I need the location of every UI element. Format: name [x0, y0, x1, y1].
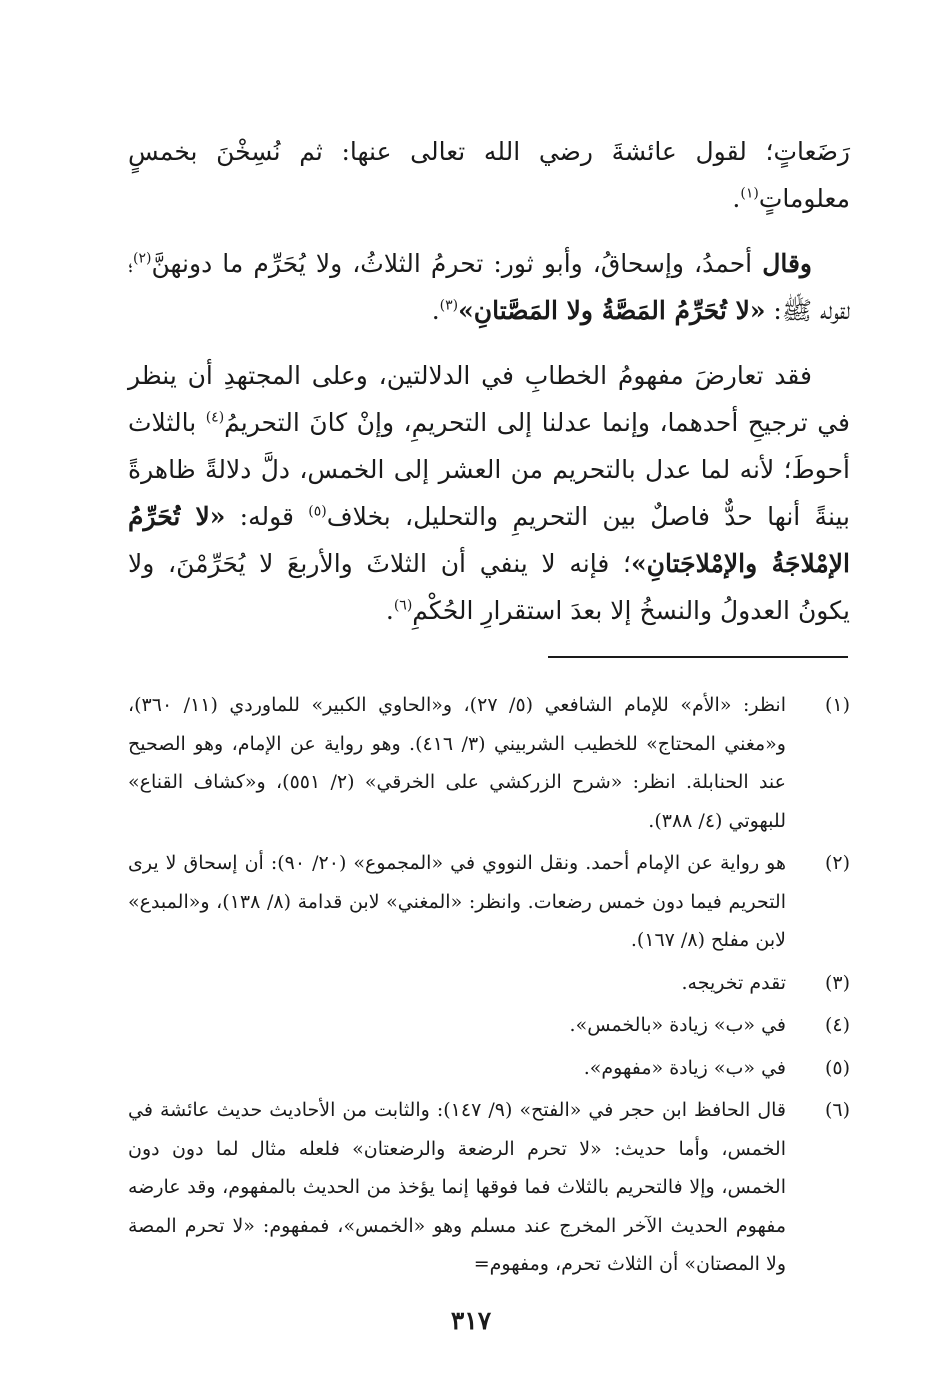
- footnote-text: تقدم تخريجه.: [681, 971, 786, 994]
- footnote-1: [128, 686, 850, 840]
- footnote-ref-6: (٦): [393, 597, 413, 614]
- footnote-divider: [548, 656, 848, 658]
- main-text: [128, 128, 850, 652]
- footnote-number: (٣): [824, 971, 850, 994]
- paragraph-2: [128, 240, 850, 334]
- page-number: ٣١٧: [450, 1306, 492, 1335]
- footnote-ref-1: (١): [740, 185, 759, 202]
- footnote-text: قال الحافظ ابن حجر في «الفتح» (٩/ ١٤٧): والثابت من الأحاديث حديث عائشة في الخمس، وأما حديث: «لا تحرم الرضعة والرضعتان» فلعله مثال لما دون دون الخمس، وإلا فالتحريم بالثلاث فما فوقها إنما يؤخذ من الحديث بالمفهوم، وقد عارضه مفهوم الحديث الآخر المخرج عند مسلم وهو «الخمس»، فمفهوم: «لا تحرم المصة ولا المصتان» أن الثلاث تحرم، ومفهوم=: [128, 1099, 786, 1275]
- paragraph-3-text-1: فقد تعارضَ مفهومُ الخطابِ في الدلالتين، وعلى المجتهدِ أن ينظر في ترجيحِ أحدهما، وإنما عدلنا إلى التحريمِ، وإنْ كانَ التحريمُ: [128, 361, 850, 437]
- footnote-2: [128, 844, 850, 960]
- footnote-number: (٤): [824, 1014, 850, 1036]
- footnote-5: [128, 1049, 850, 1088]
- paragraph-3-text-4: ؛ فإنه لا ينفي أن الثلاثَ والأربعَ لا يُحَرِّمْنَ، ولا يكونُ العدولُ والنسخُ إلا بعدَ استقرارِ الحُكْمِ: [128, 549, 850, 625]
- footnote-number: (٢): [824, 852, 850, 874]
- hadith-quote-1: «لا تُحَرِّمُ المَصَّةُ ولا المَصَّتانِ»: [458, 296, 766, 325]
- footnote-number: (٦): [824, 1099, 850, 1121]
- paragraph-3: [128, 352, 850, 634]
- footnote-ref-5: (٥): [308, 503, 327, 520]
- paragraph-2-text: أحمدُ، وإسحاقُ، وأبو ثور: تحرمُ الثلاثُ، ولا يُحَرِّم ما دونهنَّ: [151, 249, 763, 278]
- footnote-text: في «ب» زيادة «بالخمس».: [569, 1014, 786, 1036]
- footnote-text: هو رواية عن الإمام أحمد. ونقل النووي في «المجموع» (٢٠/ ٩٠): أن إسحاق لا يرى التحريم فيما دون خمس رضعات. وانظر: «المغني» لابن قدامة (٨/ ١٣٨)، و«المبدع» لابن مفلح (٨/ ١٦٧).: [128, 852, 786, 951]
- paragraph-3-end: .: [385, 596, 394, 625]
- footnote-number: (١): [824, 694, 850, 716]
- paragraph-1-text: رَضَعاتٍ؛ لقول عائشةَ رضي الله تعالى عنها: ثم نُسِخْنَ بخمسٍ معلوماتٍ: [128, 137, 850, 213]
- paragraph-1: [128, 128, 850, 222]
- paragraph-2-end: .: [431, 296, 440, 325]
- paragraph-1-end: .: [732, 184, 741, 213]
- paragraph-3-text-2: بالثلاث أحوطَ؛ لأنه لما عدل بالتحريم من العشر إلى الخمس، دلَّ دلالةً ظاهرةً بينةً أنها حدٌّ فاصلٌ بين التحريمِ والتحليل، بخلاف: [128, 408, 850, 531]
- footnote-3: [128, 964, 850, 1003]
- footnote-ref-4: (٤): [205, 409, 225, 426]
- paragraph-2-mid: ؛ لقوله ﷺ:: [128, 249, 850, 325]
- footnote-text: في «ب» زيادة «مفهوم».: [583, 1056, 786, 1079]
- footnote-ref-3: (٣): [439, 297, 459, 314]
- footnote-4: [128, 1006, 850, 1045]
- footnote-6: [128, 1091, 850, 1284]
- paragraph-3-text-3: قوله:: [225, 502, 309, 531]
- hadith-quote-2: «لا تُحَرِّمُ الإمْلاجَةُ والإمْلاجَتانِ»: [128, 502, 850, 578]
- paragraph-2-lead: وقال: [762, 249, 812, 278]
- footnotes: [128, 686, 850, 1288]
- footnote-text: انظر: «الأم» للإمام الشافعي (٥/ ٢٧)، و«الحاوي الكبير» للماوردي (١١/ ٣٦٠)، و«مغني المحتاج» للخطيب الشربيني (٣/ ٤١٦). وهو رواية عن الإمام، وهو الصحيح عند الحنابلة. انظر: «شرح الزركشي على الخرقي» (٢/ ٥٥١)، و«كشاف القناع» للبهوتي (٤/ ٣٨٨).: [128, 694, 786, 832]
- footnote-number: (٥): [824, 1056, 850, 1079]
- footnote-ref-2: (٢): [133, 250, 152, 267]
